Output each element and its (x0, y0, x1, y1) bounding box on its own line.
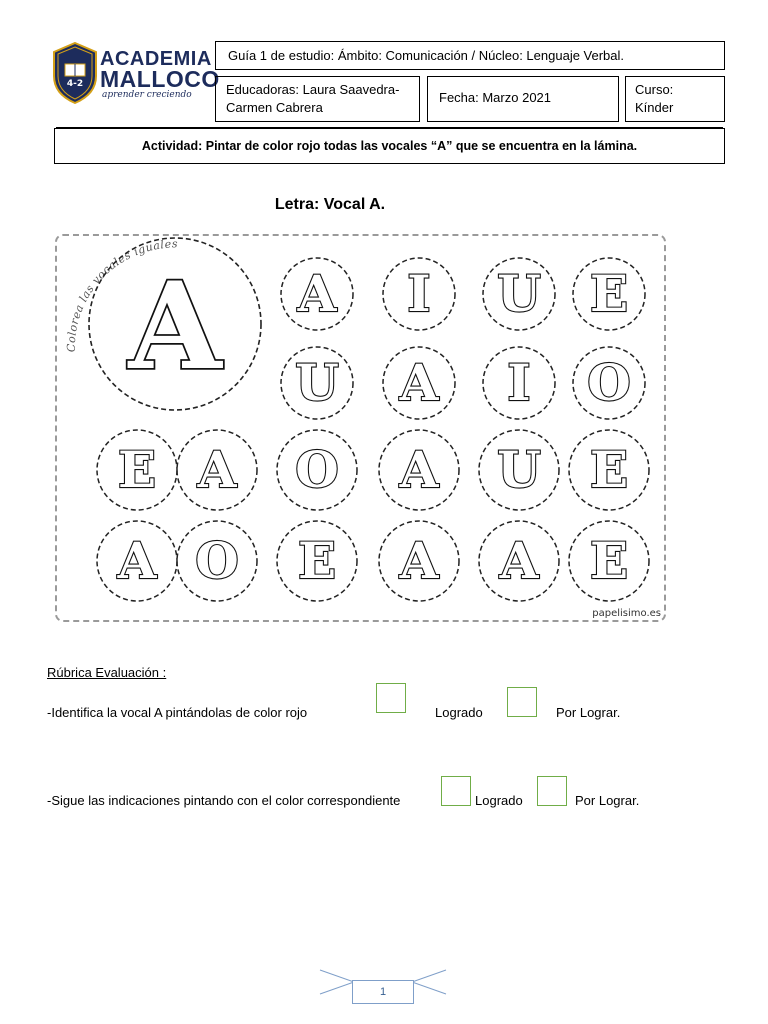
page-title: Letra: Vocal A. (274, 196, 386, 213)
vowel-letter: A (399, 531, 439, 590)
emblem-text: 4-2 (66, 79, 84, 89)
educators-line2: Carmen Cabrera (226, 100, 323, 115)
activity-box (54, 128, 725, 164)
course-value: Kínder (635, 100, 674, 115)
educators-line1: Educadoras: Laura Saavedra- (226, 82, 400, 97)
vowel-circle[interactable] (177, 521, 257, 601)
worksheet-drawing (57, 236, 664, 620)
shield-emblem-icon (52, 42, 98, 104)
date-text: Fecha: Marzo 2021 (439, 90, 552, 105)
vowel-letter: I (507, 353, 531, 412)
vowel-circle[interactable] (383, 347, 455, 419)
vowel-circle[interactable] (479, 521, 559, 601)
not-achieved-checkbox-1[interactable] (507, 687, 537, 717)
course-label: Curso: (635, 82, 674, 97)
not-achieved-checkbox-2[interactable] (537, 776, 567, 806)
date-box (427, 76, 619, 122)
vowel-letter: E (589, 440, 629, 499)
page-number: 1 (352, 980, 414, 1004)
achieved-label-1: Logrado (435, 705, 483, 720)
vowel-circle[interactable] (573, 347, 645, 419)
vowel-letter: E (589, 531, 629, 590)
vowel-circle[interactable] (277, 521, 357, 601)
vowel-circle[interactable] (97, 521, 177, 601)
vowel-letter: E (297, 531, 337, 590)
vowel-letter: U (497, 440, 541, 499)
vowel-circle[interactable] (483, 258, 555, 330)
vowel-circle[interactable] (573, 258, 645, 330)
guide-box (215, 41, 725, 70)
curved-caption: Colorea las vocales iguales (64, 237, 178, 353)
logo-line2: MALLOCO (100, 66, 220, 92)
vowel-letter: U (295, 353, 339, 412)
guide-text: Guía 1 de estudio: Ámbito: Comunicación / Núcleo: Lenguaje Verbal. (228, 48, 625, 63)
vowel-circle[interactable] (379, 430, 459, 510)
rubric-item-1-text: -Identifica la vocal A pintándolas de color rojo (47, 705, 308, 720)
vowel-circle[interactable] (277, 430, 357, 510)
vowel-letter: A (297, 264, 337, 323)
not-achieved-label-1: Por Lograr. (556, 705, 621, 720)
vowel-circle[interactable] (483, 347, 555, 419)
vowel-circle[interactable] (479, 430, 559, 510)
activity-text: Actividad: Pintar de color rojo todas las vocales “A” que se encuentra en la lámina. (141, 139, 638, 153)
big-vowel-letter: A (128, 256, 222, 397)
vowel-circle[interactable] (383, 258, 455, 330)
vowel-letter: O (195, 531, 239, 590)
vowel-letter: I (407, 264, 431, 323)
watermark: papelisimo.es (592, 608, 661, 619)
not-achieved-label-2: Por Lograr. (575, 793, 640, 808)
vowel-circle[interactable] (379, 521, 459, 601)
vowel-letter: A (399, 440, 439, 499)
vowel-letter: E (117, 440, 157, 499)
achieved-checkbox-1[interactable] (376, 683, 406, 713)
academia-logo (52, 42, 220, 104)
vowel-letter: A (197, 440, 237, 499)
logo-tagline: aprender creciendo (102, 90, 192, 100)
rubric-heading: Rúbrica Evaluación : (47, 665, 167, 680)
vowel-circle[interactable] (97, 430, 177, 510)
vowel-circle[interactable] (281, 258, 353, 330)
rubric-item-2-text: -Sigue las indicaciones pintando con el color correspondiente (47, 793, 401, 808)
course-box (625, 76, 725, 122)
achieved-checkbox-2[interactable] (441, 776, 471, 806)
vowel-letter: A (117, 531, 157, 590)
vowel-circle[interactable] (281, 347, 353, 419)
vowel-letter: A (499, 531, 539, 590)
logo-line1: ACADEMIA (100, 48, 212, 70)
vowel-letter: E (589, 264, 629, 323)
vowel-letter: U (497, 264, 541, 323)
vowel-circle[interactable] (177, 430, 257, 510)
vowel-letter: O (587, 353, 631, 412)
vowel-circle[interactable] (569, 430, 649, 510)
vowel-letter: O (295, 440, 339, 499)
vowel-worksheet (55, 234, 666, 622)
achieved-label-2: Logrado (475, 793, 523, 808)
vowel-circle[interactable] (569, 521, 649, 601)
educators-box (215, 76, 420, 122)
vowel-letter: A (399, 353, 439, 412)
